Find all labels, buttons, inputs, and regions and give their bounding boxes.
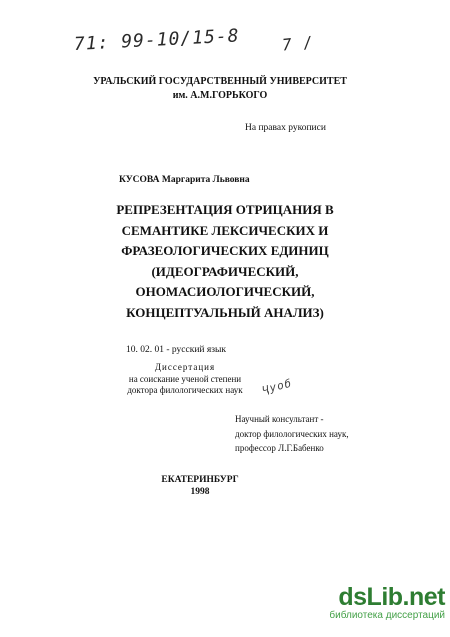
dslib-watermark[interactable] [300, 584, 445, 621]
title-line: ОНОМАСИОЛОГИЧЕСКИЙ, [135, 284, 315, 299]
title-line: РЕПРЕЗЕНТАЦИЯ ОТРИЦАНИЯ В [116, 202, 334, 217]
title-line: (ИДЕОГРАФИЧЕСКИЙ, [151, 263, 299, 279]
title-line: ФРАЗЕОЛОГИЧЕСКИХ ЕДИНИЦ [121, 243, 329, 258]
place-and-year [140, 474, 260, 498]
manuscript-rights-note: На правах рукописи [245, 123, 326, 133]
handwritten-signature: Ҷуоб [260, 376, 294, 397]
university-named-after: им. А.М.ГОРЬКОГО [172, 90, 268, 101]
scientific-consultant [235, 412, 349, 456]
dslib-subtitle: библиотека диссертаций [329, 610, 445, 621]
title-line: КОНЦЕПТУАЛЬНЫЙ АНАЛИЗ) [126, 304, 324, 320]
degree-line: доктора филологических наук [127, 385, 243, 395]
dissertation-title [60, 200, 390, 323]
handwritten-corner-mark: 7 / [281, 32, 315, 55]
university-header [0, 75, 450, 103]
dslib-logo[interactable] [300, 584, 445, 610]
city-name: ЕКАТЕРИНБУРГ [161, 475, 239, 485]
logo-part-domain: .net [402, 583, 445, 611]
consultant-line: доктор филологических наук, [235, 428, 349, 439]
consultant-line: профессор Л.Г.Бабенко [235, 443, 324, 453]
year: 1998 [190, 487, 210, 497]
specialty-code: 10. 02. 01 - русский язык [126, 345, 227, 355]
author-name: КУСОВА Маргарита Львовна [119, 175, 250, 185]
degree-statement [110, 362, 260, 397]
university-name: УРАЛЬСКИЙ ГОСУДАРСТВЕННЫЙ УНИВЕРСИТЕТ [93, 76, 347, 87]
degree-line: на соискание ученой степени [128, 373, 242, 384]
degree-heading: Диссертация [154, 362, 216, 372]
handwritten-catalog-number: 71: 99-10/15-8 [73, 25, 241, 55]
title-line: СЕМАНТИКЕ ЛЕКСИЧЕСКИХ И [121, 222, 329, 238]
logo-part-main: dsLib [338, 583, 403, 611]
consultant-line: Научный консультант - [235, 414, 324, 424]
